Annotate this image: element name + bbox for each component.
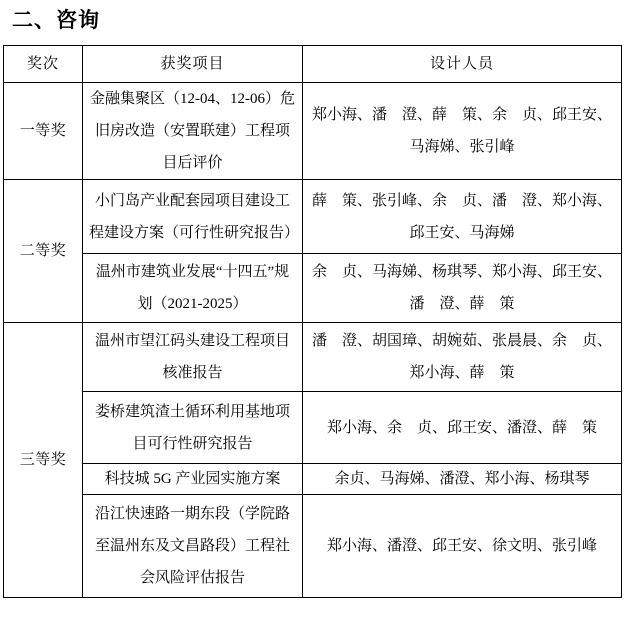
table-row [4, 323, 622, 392]
table-row [4, 254, 622, 323]
personnel-cell: 潘 澄、胡国璋、胡婉茹、张晨晨、余 贞、郑小海、薛 策 [303, 323, 622, 392]
table-row [4, 464, 622, 495]
personnel-cell: 郑小海、潘 澄、薛 策、余 贞、邱王安、马海娣、张引峰 [303, 83, 622, 180]
personnel-cell: 余 贞、马海娣、杨琪琴、郑小海、邱王安、潘 澄、薛 策 [303, 254, 622, 323]
table-row [4, 180, 622, 254]
project-cell: 沿江快速路一期东段（学院路至温州东及文昌路段）工程社会风险评估报告 [83, 495, 303, 598]
project-cell: 温州市望江码头建设工程项目核准报告 [83, 323, 303, 392]
table-row [4, 392, 622, 464]
personnel-cell: 余贞、马海娣、潘澄、郑小海、杨琪琴 [303, 464, 622, 495]
personnel-cell: 郑小海、潘澄、邱王安、徐文明、张引峰 [303, 495, 622, 598]
table-row [4, 83, 622, 180]
award-cell-third-prize: 三等奖 [4, 323, 83, 598]
header-cell-project: 获奖项目 [83, 46, 303, 83]
project-cell: 温州市建筑业发展“十四五”规划（2021-2025） [83, 254, 303, 323]
personnel-cell: 薛 策、张引峰、余 贞、潘 澄、郑小海、邱王安、马海娣 [303, 180, 622, 254]
personnel-cell: 郑小海、余 贞、邱王安、潘澄、薛 策 [303, 392, 622, 464]
project-cell: 金融集聚区（12-04、12-06）危旧房改造（安置联建）工程项目后评价 [83, 83, 303, 180]
table-row [4, 495, 622, 598]
project-cell: 科技城 5G 产业园实施方案 [83, 464, 303, 495]
header-cell-award-level: 奖次 [4, 46, 83, 83]
award-cell-second-prize: 二等奖 [4, 180, 83, 323]
award-cell-first-prize: 一等奖 [4, 83, 83, 180]
project-cell: 娄桥建筑渣土循环利用基地项目可行性研究报告 [83, 392, 303, 464]
table-header-row [4, 46, 622, 83]
project-cell: 小门岛产业配套园项目建设工程建设方案（可行性研究报告） [83, 180, 303, 254]
section-title: 二、咨询 [12, 9, 100, 32]
awards-table [3, 45, 622, 598]
header-cell-personnel: 设计人员 [303, 46, 622, 83]
